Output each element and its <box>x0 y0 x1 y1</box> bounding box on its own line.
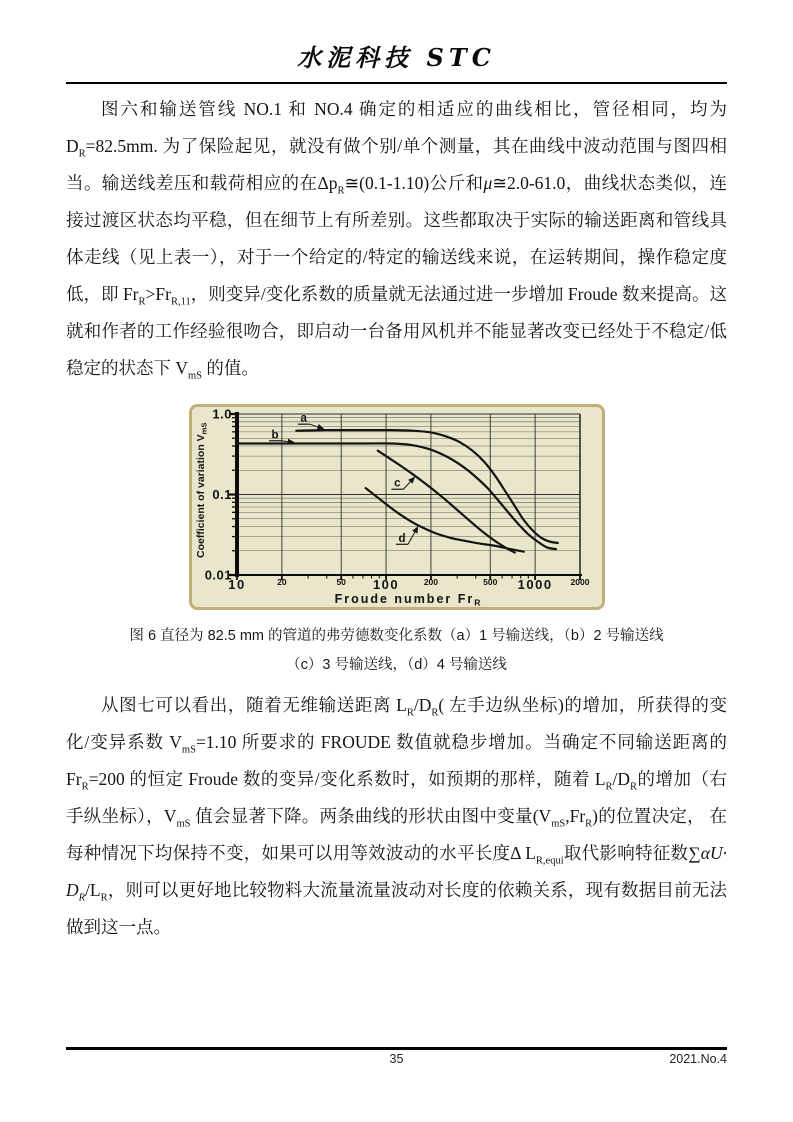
x-tick-label-small: 20 <box>276 577 287 587</box>
page-number: 35 <box>389 1051 404 1066</box>
chart-grid <box>237 414 580 575</box>
x-tick-label: 10 <box>227 577 246 592</box>
curve-label-b: b <box>271 429 279 442</box>
curve-label-d: d <box>398 532 406 545</box>
header-rule <box>66 82 727 84</box>
figure-caption-line2: （c）3 号输送线，（d）4 号输送线 <box>286 657 507 673</box>
x-tick-label: 1000 <box>517 577 553 592</box>
figure-caption <box>66 622 727 680</box>
curve-label-a: a <box>299 412 307 425</box>
page-footer <box>66 1047 727 1070</box>
x-tick-label-small: 50 <box>335 577 346 587</box>
figure-caption-line1: 图 6 直径为 82.5 mm 的管道的弗劳德数变化系数（a）1 号输送线，（b）2 号输送线 <box>129 628 664 644</box>
curve-label-c: c <box>393 477 401 490</box>
paragraph-1: 图六和输送管线 NO.1 和 NO.4 确定的相适应的曲线相比，管径相同，均为$D_R=82.5mm$. 为了保险起见，就没有做个别/单个测量，其在曲线中波动范围与图四相当。输送线差压和载荷相应的在$\Delta p_R≅(0.1-1.10)$公斤和μ≅2.0-61.0，曲线状态类似，连接过渡区状态均平稳，但在细节上有所差别。这些都取决于实际的输送距离和管线具体走线（见上表一），对于一个给定的/特定的输送线来说，在运转期间，操作稳定度低，即 $Fr_R>Fr_{R,11}$，则变异/变化系数的质量就无法通过进一步增加 Froude 数来提高。这就和作者的工作经验很吻合，即启动一台备用风机并不能显著改变已经处于不稳定/低稳定的状态下 $V_{mS}$ 的值。 <box>66 99 727 382</box>
x-tick-label-small: 2000 <box>570 577 589 587</box>
paragraph-2: 从图七可以看出，随着无维输送距离 $L_R/D_R$( 左手边纵坐标)的增加，所获得的变化/变异系数 $V_{mS}=1.10$ 所要求的 FROUDE 数值就稳步增加。当确定不同输送距离的 $Fr_R=200$ 的恒定 Froude 数的变异/变化系数时，如预期的那样，随着 $L_R/D_R$的增加（右手纵坐标），$V_{mS}$ 值会显著下降。两条曲线的形状由图中变量$(V_{mS},Fr_R)$的位置决定， 在每种情况下均保持不变，如果可以用等效波动的水平长度Δ $L_{R,equi}$取代影响特征数$\sum\alpha U\cdot D_R/L_R$，则可以更好地比较物料大流量流量波动对长度的依赖关系，现有数据目前无法做到这一点。 <box>66 695 728 937</box>
x-axis-title: Froude number $Fr_R$ <box>334 592 482 608</box>
y-tick-label: 0.1 <box>211 487 232 502</box>
y-tick-label: 0.01 <box>204 567 232 583</box>
issue-number: 2021.No.4 <box>669 1051 727 1066</box>
y-tick-label: 1.0 <box>211 406 232 422</box>
x-tick-label-small: 500 <box>482 577 497 587</box>
figure-6 <box>66 404 727 680</box>
froude-chart <box>189 404 605 610</box>
x-tick-label: 100 <box>372 577 399 592</box>
froude-chart-svg <box>189 404 605 610</box>
y-axis-title: Coefficient of variation $V_{mS}$ <box>194 422 208 558</box>
journal-title: 水泥科技 STC <box>297 43 496 72</box>
x-tick-label-small: 200 <box>423 577 438 587</box>
